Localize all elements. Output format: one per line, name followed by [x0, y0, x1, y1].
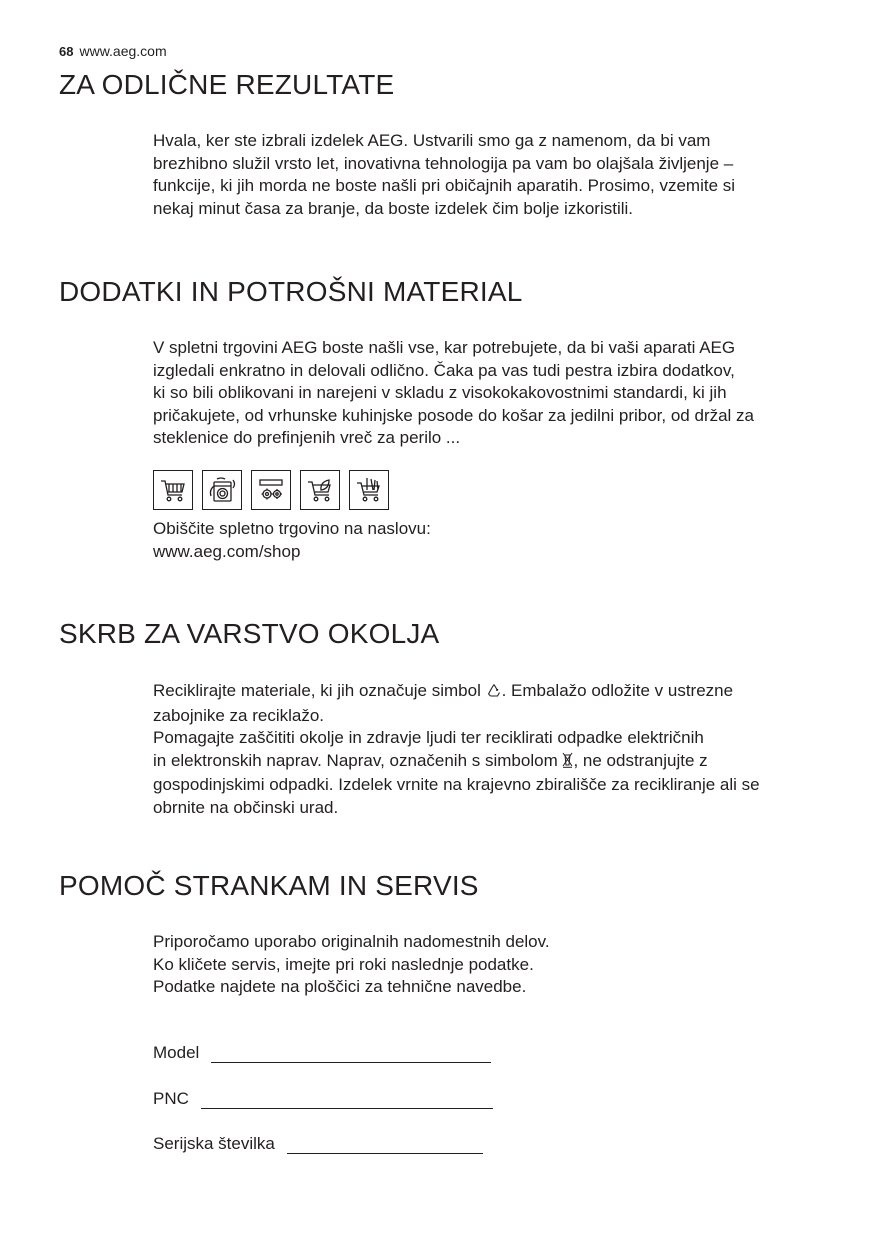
text-line: pričakujete, od vrhunske kuhinjske posode do košar za jedilni pribor, od držal za	[153, 405, 755, 425]
shop-icons-row	[153, 470, 389, 510]
text-line: nekaj minut časa za branje, da boste izdelek čim bolje izkoristili.	[153, 198, 634, 218]
shop-visit-text	[153, 518, 843, 563]
site-url: www.aeg.com	[79, 43, 167, 59]
text-line: Pomagajte zaščititi okolje in zdravje ljudi ter reciklirati odpadke električnih	[153, 728, 704, 747]
serial-field	[153, 1134, 483, 1154]
recycle-icon	[486, 682, 502, 705]
pnc-label: PNC	[153, 1089, 189, 1108]
service-paragraph	[153, 931, 843, 999]
text-line: zabojnike za reciklažo.	[153, 705, 325, 725]
section-title-service: POMOČ STRANKAM IN SERVIS	[59, 870, 479, 901]
text-line: Ko kličete servis, imejte pri roki naslednje podatke.	[153, 954, 534, 974]
text-line: izgledali enkratno in delovali odlično. Čaka pa vas tudi pestra izbira dodatkov,	[153, 360, 735, 380]
text-line: steklenice do prefinjenih vreč za perilo ...	[153, 428, 461, 447]
cart-utensils-icon	[349, 470, 389, 510]
page-header	[59, 43, 167, 59]
cart-leaf-icon	[300, 470, 340, 510]
model-field	[153, 1043, 491, 1063]
results-paragraph	[153, 130, 843, 220]
washing-machine-icon	[202, 470, 242, 510]
pnc-field	[153, 1089, 493, 1109]
crossed-bin-icon	[562, 752, 573, 775]
text-line: Obiščite spletno trgovino na naslovu:	[153, 519, 431, 538]
text-line: gospodinjskimi odpadki. Izdelek vrnite na krajevno zbirališče za recikliranje ali se	[153, 775, 760, 794]
pnc-blank	[201, 1090, 493, 1109]
text-line: Priporočamo uporabo originalnih nadomestnih delov.	[153, 932, 550, 951]
text-line: Podatke najdete na ploščici za tehnične navedbe.	[153, 977, 527, 996]
text-line: funkcije, ki jih morda ne boste našli pri običajnih aparatih. Prosimo, vzemite si	[153, 176, 736, 195]
page-number: 68	[59, 44, 74, 59]
accessories-paragraph	[153, 337, 843, 450]
text-line: obrnite na občinski urad.	[153, 797, 339, 817]
environment-paragraph	[153, 680, 843, 819]
model-blank	[211, 1044, 491, 1063]
serial-blank	[287, 1135, 483, 1154]
text-line: in elektronskih naprav. Naprav, označenih s simbolom , ne odstranjujte z	[153, 750, 843, 775]
section-title-accessories: DODATKI IN POTROŠNI MATERIAL	[59, 276, 523, 307]
text-line: V spletni trgovini AEG boste našli vse, kar potrebujete, da bi vaši aparati AEG	[153, 338, 736, 357]
section-title-environment: SKRB ZA VARSTVO OKOLJA	[59, 618, 440, 649]
text-line: Reciklirajte materiale, ki jih označuje simbol . Embalažo odložite v ustrezne	[153, 680, 843, 705]
text-line: Hvala, ker ste izbrali izdelek AEG. Ustvarili smo ga z namenom, da bi vam	[153, 131, 711, 150]
appliance-gears-icon	[251, 470, 291, 510]
model-label: Model	[153, 1043, 200, 1062]
shopping-cart-icon	[153, 470, 193, 510]
shop-url: www.aeg.com/shop	[153, 541, 301, 561]
text-line: brezhibno služil vrsto let, inovativna tehnologija pa vam bo olajšala življenje –	[153, 153, 734, 173]
text-line: ki so bili oblikovani in narejeni v skladu z visokokakovostnimi standardi, ki jih	[153, 383, 727, 402]
section-title-results: ZA ODLIČNE REZULTATE	[59, 69, 395, 100]
serial-label: Serijska številka	[153, 1134, 275, 1153]
